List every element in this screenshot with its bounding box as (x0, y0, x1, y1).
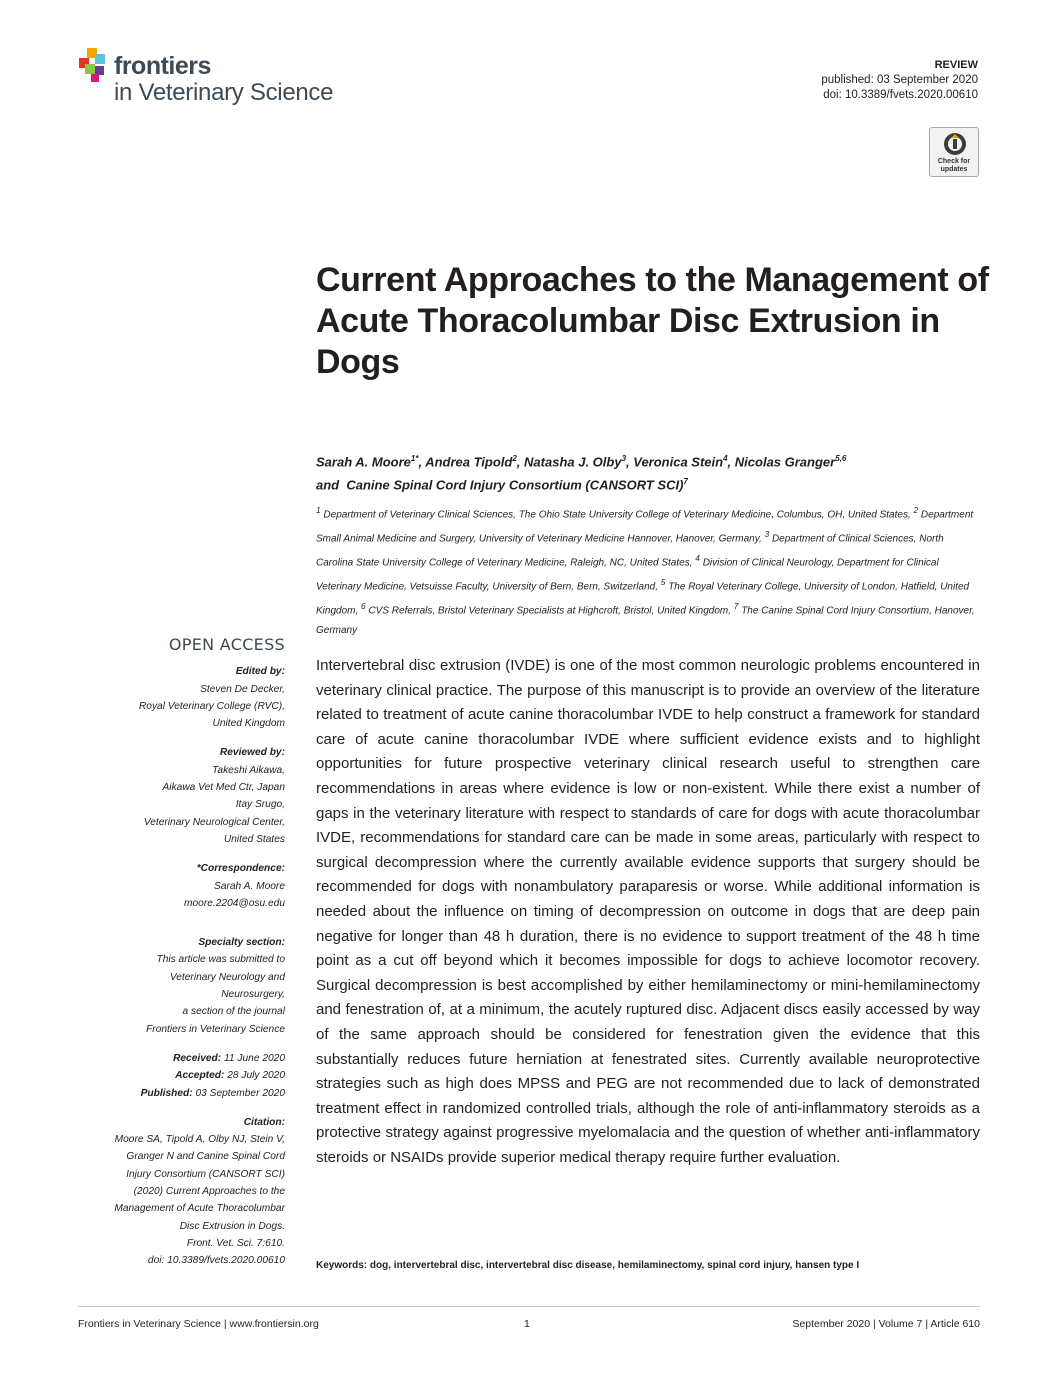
specialty-line: This article was submitted to (156, 954, 285, 966)
author-name[interactable]: Natasha J. Olby (524, 454, 622, 470)
accepted-label: Accepted: (175, 1070, 225, 1082)
affiliation: Division of Clinical Neurology, Department for Clinical Veterinary Medicine, Vetsuisse Faculty, University of Bern, Bern, Switzerland, (316, 557, 939, 593)
received-label: Received: (173, 1052, 222, 1064)
author-name[interactable]: Nicolas Granger (734, 454, 836, 470)
accepted-date (60, 1067, 285, 1084)
reviewer-line: United States (223, 833, 285, 845)
accepted-value: 28 July 2020 (227, 1070, 285, 1082)
article-type: REVIEW (934, 59, 978, 71)
affiliation-number: 1 (316, 505, 321, 515)
article-title: Current Approaches to the Management of Acute Thoracolumbar Disc Extrusion in Dogs (316, 261, 989, 381)
author-affiliation-mark: 3 (621, 454, 627, 463)
edited-by-block (60, 663, 285, 732)
affiliation: Department of Clinical Sciences, North Carolina State University College of Veterinary Medicine, Raleigh, NC, United States, (316, 533, 944, 569)
specialty-line: Veterinary Neurology and (169, 971, 285, 983)
reviewer-line: Veterinary Neurological Center, (143, 816, 285, 828)
badge-label-line-2: updates (940, 165, 968, 173)
affiliation: CVS Referrals, Bristol Veterinary Specialists at Highcroft, Bristol, United Kingdom, (368, 605, 731, 617)
citation-line: Injury Consortium (CANSORT SCI) (126, 1168, 285, 1180)
specialty-line: Neurosurgery, (221, 989, 285, 1001)
badge-label-line-1: Check for (937, 158, 971, 165)
published-label: Published: (140, 1087, 193, 1099)
doi[interactable]: doi: 10.3389/fvets.2020.00610 (823, 89, 978, 101)
affiliation-number: 2 (913, 505, 919, 515)
reviewer-line: Aikawa Vet Med Ctr, Japan (162, 782, 285, 794)
specialty-section-block (60, 934, 285, 1038)
keywords (316, 1260, 980, 1271)
footer-divider (78, 1306, 980, 1307)
footer-journal-link[interactable]: Frontiers in Veterinary Science | www.frontiersin.org (78, 1318, 319, 1330)
citation-label: Citation: (243, 1116, 285, 1128)
article-sidebar (60, 636, 285, 1282)
author-name[interactable]: Andrea Tipold (425, 454, 513, 470)
affiliation: Department Small Animal Medicine and Surgery, University of Veterinary Medicine Hannover, Hanover, Germany, (316, 509, 974, 545)
citation-line: (2020) Current Approaches to the (133, 1186, 285, 1198)
author-list: Sarah A. Moore$^{1*}$, Andrea Tipold$^2$, Natasha J. Olby$^3$, Veronica Stein$^4$, Nicolas Granger$^{5,6}$ and Canine Spinal Cord Injury Consortium (CANSORT SCI)$^7$ (316, 454, 847, 493)
affiliation-number: 5 (660, 576, 666, 587)
badge-label (930, 158, 978, 173)
specialty-line: a section of the journal (182, 1006, 285, 1018)
edited-by-label: Edited by: (235, 666, 285, 678)
citation-block (60, 1114, 285, 1270)
received-date (60, 1050, 285, 1067)
consortium-name[interactable]: Canine Spinal Cord Injury Consortium (CANSORT SCI) (346, 477, 684, 493)
specialty-line: Frontiers in Veterinary Science (146, 1023, 285, 1035)
author-affiliation-mark: 5,6 (835, 454, 847, 463)
reviewer-line: Takeshi Aikawa, (212, 764, 285, 776)
check-for-updates-badge[interactable] (929, 127, 979, 177)
published-date-sidebar (60, 1085, 285, 1102)
journal-logo[interactable] (77, 44, 377, 114)
affiliation: Department of Veterinary Clinical Sciences, The Ohio State University College of Veterinary Medicine, Columbus, OH, United States, (323, 509, 911, 521)
author-affiliation-mark: 4 (723, 454, 728, 463)
author-and: and (316, 477, 340, 493)
correspondence-block (60, 860, 285, 912)
journal-name: in Veterinary Science (114, 79, 334, 106)
affiliation-number: 3 (764, 528, 770, 539)
author-name[interactable]: Sarah A. Moore (316, 454, 411, 470)
editor-line: Royal Veterinary College (RVC), (138, 700, 285, 712)
keywords-label: Keywords: (316, 1260, 368, 1271)
citation-line: Front. Vet. Sci. 7:610. (186, 1237, 285, 1249)
article-meta (821, 58, 978, 103)
affiliation: The Canine Spinal Cord Injury Consortium, Hanover, Germany (316, 605, 975, 636)
check-updates-icon (942, 131, 968, 157)
affiliation-number: 6 (361, 600, 366, 611)
dates-block (60, 1050, 285, 1102)
abstract: Intervertebral disc extrusion (IVDE) is one of the most common neurologic problems encountered in veterinary clinical practice. The purpose of this manuscript is to provide an overview of the literature related to treatment of acute canine thoracolumbar IVDE to help construct a framework for standard care of acute canine thoracolumbar IVDE where sufficient evidence exists and to highlight opportunities for future prospective veterinary clinical research useful to strengthen care recommendations in areas where evidence is low or non-existent. While there exist a number of gaps in the veterinary literature with respect to standards of care for dogs with acute thoracolumbar IVDE, recommendations for standard care can be made in some areas, particularly with respect to surgical decompression where the currently available evidence supports that surgery should be recommended for dogs with nonambulatory paraparesis or worse. While additional information is needed about the influence on timing of decompression on outcome in dogs that are deep pain negative for longer than 48 h duration, there is no evidence to support treatment of the 48 h time point as a cut off beyond which it becomes impossible for dogs to achieve locomotor recovery. Surgical decompression is best accomplished by either hemilaminectomy or mini-hemilaminectomy and fenestration of, at a minimum, the acutely ruptured disc. Adjacent discs easily accessed by way of the same approach should be considered for fenestration given the evidence that this substantially reduces future herniation at fenestrated sites. Currently available neuroprotective strategies such as high does MPSS and PEG are not recommended due to lack of demonstrated treatment effect in randomized controlled trials, although the role of anti-inflammatory steroids as a protective strategy against progressive myelomalacia and the question of whether anti-inflammatory steroids or NSAIDs provide superior medical therapy require further evaluation. (316, 657, 980, 1166)
reviewed-by-block (60, 744, 285, 848)
footer-issue-info: September 2020 | Volume 7 | Article 610 (792, 1318, 980, 1330)
affiliation: The Royal Veterinary College, University of London, Hatfield, United Kingdom, (316, 581, 970, 617)
frontiers-logo-icon (77, 44, 117, 84)
logo-name: frontiers (114, 52, 211, 80)
citation-line: Moore SA, Tipold A, Olby NJ, Stein V, (114, 1134, 285, 1146)
author-affiliation-mark: 1* (410, 454, 419, 463)
editor-line: United Kingdom (212, 718, 285, 730)
author-affiliation-mark: 7 (683, 477, 688, 487)
editor-line: Steven De Decker, (200, 683, 285, 695)
author-affiliation-mark: 2 (512, 454, 517, 463)
affiliations (316, 501, 981, 640)
affiliation-number: 7 (733, 600, 739, 611)
citation-line: Granger N and Canine Spinal Cord (126, 1151, 285, 1163)
reviewed-by-label: Reviewed by: (219, 747, 285, 759)
correspondence-email-link[interactable]: moore.2204@osu.edu (184, 897, 285, 909)
affiliation-number: 4 (695, 552, 700, 563)
correspondence-name: Sarah A. Moore (214, 880, 285, 892)
keywords-list: dog, intervertebral disc, intervertebral disc disease, hemilaminectomy, spinal cord injury, hansen type I (369, 1260, 860, 1271)
specialty-section-label: Specialty section: (198, 937, 285, 949)
open-access-heading: OPEN ACCESS (168, 635, 285, 654)
author-name[interactable]: Veronica Stein (633, 454, 724, 470)
received-value: 11 June 2020 (224, 1052, 285, 1064)
citation-line: Disc Extrusion in Dogs. (179, 1220, 285, 1232)
citation-line: Management of Acute Thoracolumbar (114, 1203, 285, 1215)
citation-doi-link[interactable]: doi: 10.3389/fvets.2020.00610 (147, 1255, 285, 1267)
reviewer-line: Itay Srugo, (235, 799, 285, 811)
published-date: published: 03 September 2020 (821, 74, 978, 86)
published-value: 03 September 2020 (195, 1087, 285, 1099)
correspondence-label: *Correspondence: (196, 863, 285, 875)
page-number: 1 (524, 1318, 530, 1330)
